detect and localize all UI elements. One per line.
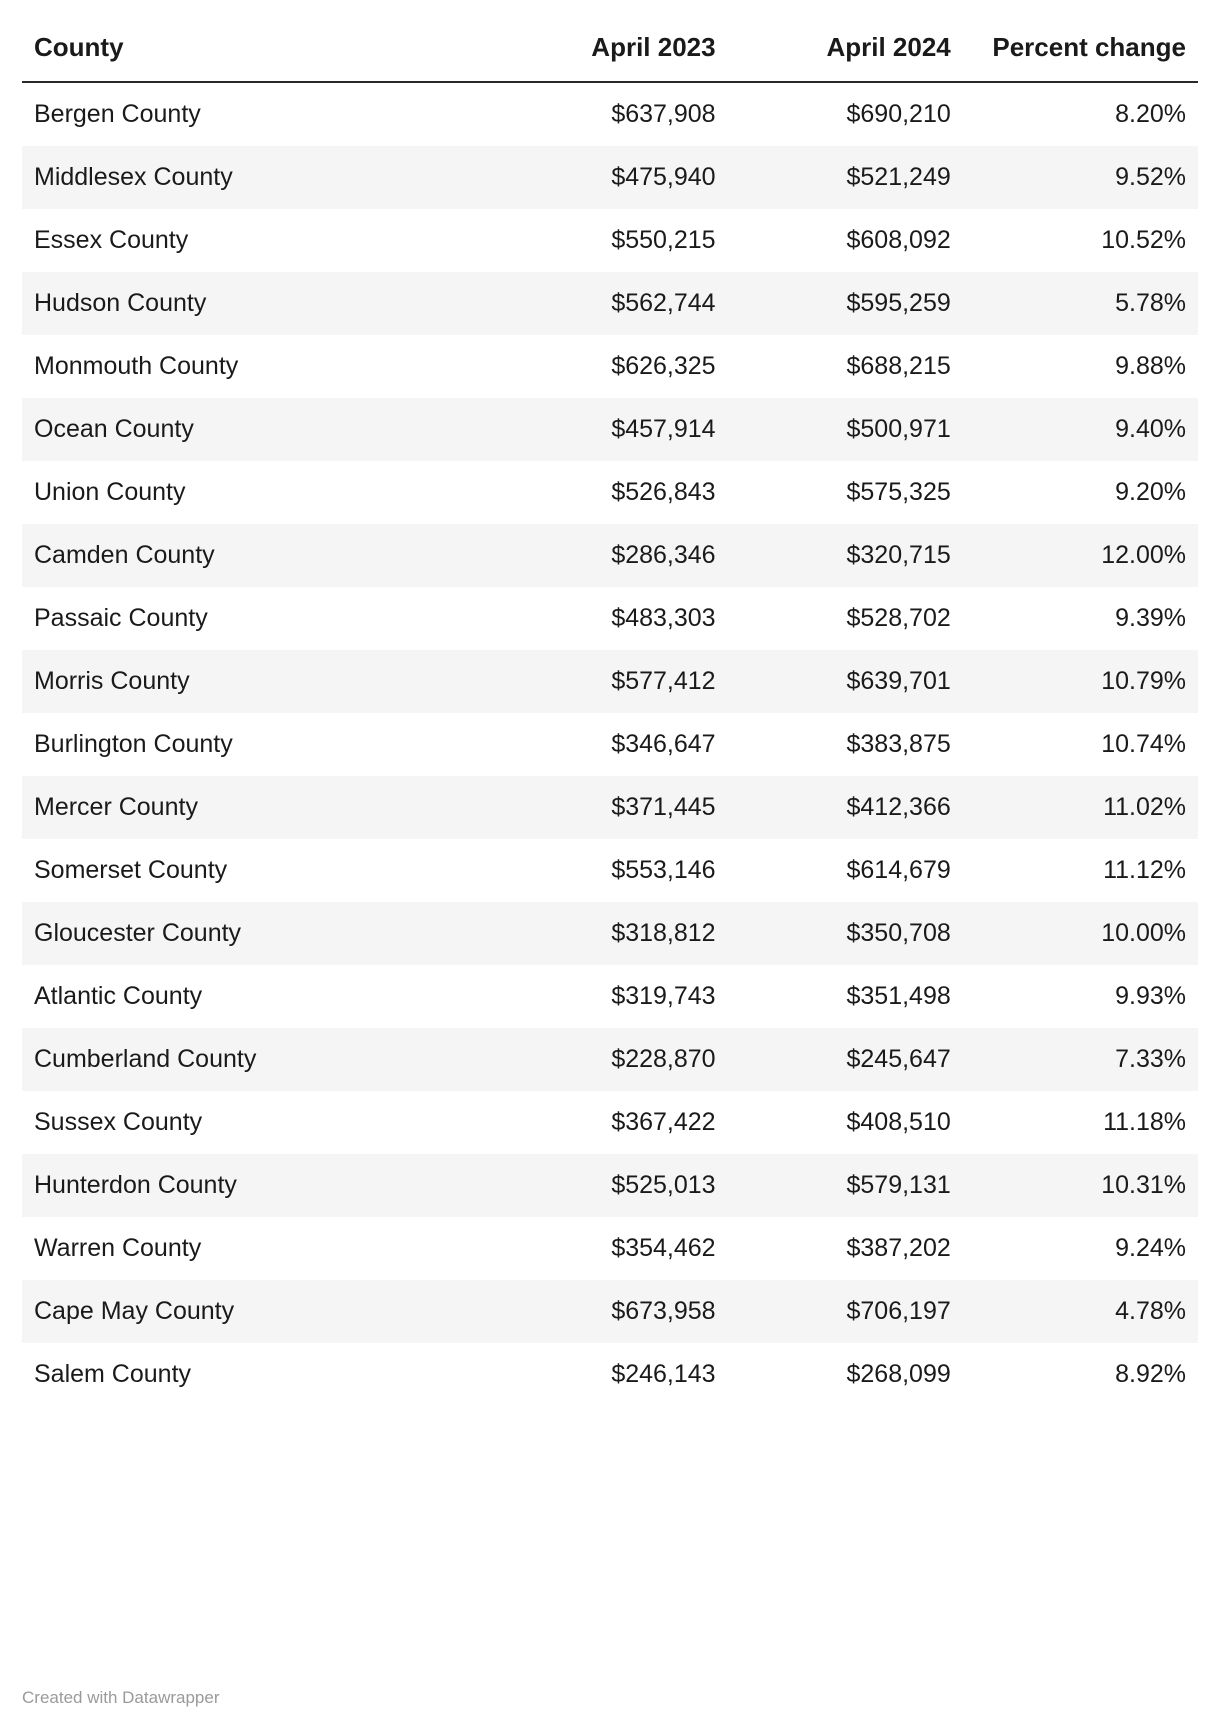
cell-april-2024: $521,249 xyxy=(846,163,951,191)
table-row xyxy=(22,398,1198,461)
table-row xyxy=(22,461,1198,524)
cell-april-2023: $577,412 xyxy=(611,667,716,695)
cell-april-2023: $354,462 xyxy=(611,1234,716,1262)
cell-april-2024: $614,679 xyxy=(846,856,951,884)
cell-county: Sussex County xyxy=(34,1108,203,1136)
table-row xyxy=(22,587,1198,650)
table-header xyxy=(22,24,1198,82)
cell-april-2024: $320,715 xyxy=(846,541,951,569)
table-header-row xyxy=(22,24,1198,82)
cell-percent-change: 10.52% xyxy=(1101,226,1186,254)
cell-april-2023: $550,215 xyxy=(611,226,716,254)
table-row xyxy=(22,965,1198,1028)
cell-percent-change: 9.93% xyxy=(1115,982,1186,1010)
cell-county: Atlantic County xyxy=(34,982,203,1010)
cell-april-2024: $688,215 xyxy=(846,352,951,380)
cell-april-2023: $673,958 xyxy=(611,1297,716,1325)
cell-county: Camden County xyxy=(34,541,215,569)
cell-county: Morris County xyxy=(34,667,190,695)
cell-percent-change: 9.88% xyxy=(1115,352,1186,380)
cell-april-2023: $319,743 xyxy=(611,982,716,1010)
table-row xyxy=(22,902,1198,965)
column-header-county[interactable]: County xyxy=(22,24,492,82)
cell-april-2023: $626,325 xyxy=(611,352,716,380)
table-row xyxy=(22,1217,1198,1280)
cell-april-2024: $690,210 xyxy=(846,100,951,128)
cell-percent-change: 11.12% xyxy=(1103,856,1186,884)
cell-county: Passaic County xyxy=(34,604,208,632)
cell-percent-change: 9.20% xyxy=(1115,478,1186,506)
cell-percent-change: 9.40% xyxy=(1115,415,1186,443)
cell-county: Salem County xyxy=(34,1360,192,1388)
cell-april-2024: $608,092 xyxy=(846,226,951,254)
cell-april-2024: $408,510 xyxy=(846,1108,951,1136)
cell-april-2023: $475,940 xyxy=(611,163,716,191)
cell-april-2024: $528,702 xyxy=(846,604,951,632)
cell-april-2024: $383,875 xyxy=(846,730,951,758)
cell-april-2024: $579,131 xyxy=(846,1171,951,1199)
cell-april-2023: $246,143 xyxy=(611,1360,716,1388)
cell-april-2024: $639,701 xyxy=(846,667,951,695)
cell-april-2024: $412,366 xyxy=(846,793,951,821)
cell-county: Burlington County xyxy=(34,730,233,758)
cell-april-2023: $286,346 xyxy=(611,541,716,569)
cell-county: Middlesex County xyxy=(34,163,233,191)
cell-percent-change: 8.20% xyxy=(1115,100,1186,128)
cell-april-2023: $318,812 xyxy=(611,919,716,947)
county-price-table xyxy=(22,24,1198,1406)
cell-county: Ocean County xyxy=(34,415,194,443)
table-row xyxy=(22,839,1198,902)
table-row xyxy=(22,776,1198,839)
cell-county: Bergen County xyxy=(34,100,201,128)
cell-april-2023: $562,744 xyxy=(611,289,716,317)
cell-april-2023: $457,914 xyxy=(611,415,716,443)
column-header-april-2024[interactable]: April 2024 xyxy=(728,24,963,82)
table-row xyxy=(22,1091,1198,1154)
cell-april-2023: $367,422 xyxy=(611,1108,716,1136)
cell-county: Mercer County xyxy=(34,793,198,821)
cell-april-2024: $575,325 xyxy=(846,478,951,506)
table-row xyxy=(22,1343,1198,1406)
cell-percent-change: 11.02% xyxy=(1103,793,1186,821)
cell-april-2024: $351,498 xyxy=(846,982,951,1010)
table-row xyxy=(22,1028,1198,1091)
cell-april-2024: $500,971 xyxy=(846,415,951,443)
table-row xyxy=(22,146,1198,209)
cell-april-2024: $595,259 xyxy=(846,289,951,317)
cell-april-2024: $387,202 xyxy=(846,1234,951,1262)
datawrapper-credit[interactable]: Created with Datawrapper xyxy=(22,1688,220,1707)
cell-county: Cape May County xyxy=(34,1297,235,1325)
cell-april-2024: $706,197 xyxy=(846,1297,951,1325)
cell-april-2023: $553,146 xyxy=(611,856,716,884)
cell-april-2024: $350,708 xyxy=(846,919,951,947)
cell-county: Gloucester County xyxy=(34,919,242,947)
cell-county: Somerset County xyxy=(34,856,228,884)
cell-april-2024: $245,647 xyxy=(846,1045,951,1073)
cell-april-2023: $371,445 xyxy=(611,793,716,821)
cell-percent-change: 9.24% xyxy=(1115,1234,1186,1262)
cell-percent-change: 10.79% xyxy=(1101,667,1186,695)
cell-county: Monmouth County xyxy=(34,352,239,380)
table-body xyxy=(22,82,1198,1406)
cell-percent-change: 8.92% xyxy=(1115,1360,1186,1388)
cell-percent-change: 4.78% xyxy=(1115,1297,1186,1325)
table-row xyxy=(22,650,1198,713)
cell-percent-change: 11.18% xyxy=(1103,1108,1186,1136)
table-row xyxy=(22,335,1198,398)
cell-percent-change: 9.39% xyxy=(1115,604,1186,632)
cell-percent-change: 12.00% xyxy=(1101,541,1186,569)
table-row xyxy=(22,524,1198,587)
table-row xyxy=(22,713,1198,776)
cell-percent-change: 10.00% xyxy=(1101,919,1186,947)
cell-percent-change: 9.52% xyxy=(1115,163,1186,191)
cell-april-2023: $346,647 xyxy=(611,730,716,758)
table-row xyxy=(22,82,1198,146)
column-header-percent-change[interactable]: Percent change xyxy=(963,24,1198,82)
cell-county: Hudson County xyxy=(34,289,207,317)
cell-april-2023: $483,303 xyxy=(611,604,716,632)
cell-april-2023: $526,843 xyxy=(611,478,716,506)
cell-county: Hunterdon County xyxy=(34,1171,237,1199)
cell-county: Cumberland County xyxy=(34,1045,257,1073)
cell-percent-change: 5.78% xyxy=(1115,289,1186,317)
table-row xyxy=(22,272,1198,335)
table-row xyxy=(22,209,1198,272)
cell-percent-change: 10.74% xyxy=(1101,730,1186,758)
cell-april-2023: $525,013 xyxy=(611,1171,716,1199)
cell-percent-change: 7.33% xyxy=(1115,1045,1186,1073)
cell-april-2023: $637,908 xyxy=(611,100,716,128)
table-row xyxy=(22,1154,1198,1217)
cell-april-2023: $228,870 xyxy=(611,1045,716,1073)
table-row xyxy=(22,1280,1198,1343)
cell-county: Essex County xyxy=(34,226,189,254)
column-header-april-2023[interactable]: April 2023 xyxy=(492,24,727,82)
cell-percent-change: 10.31% xyxy=(1101,1171,1186,1199)
cell-county: Warren County xyxy=(34,1234,202,1262)
cell-county: Union County xyxy=(34,478,186,506)
cell-april-2024: $268,099 xyxy=(846,1360,951,1388)
